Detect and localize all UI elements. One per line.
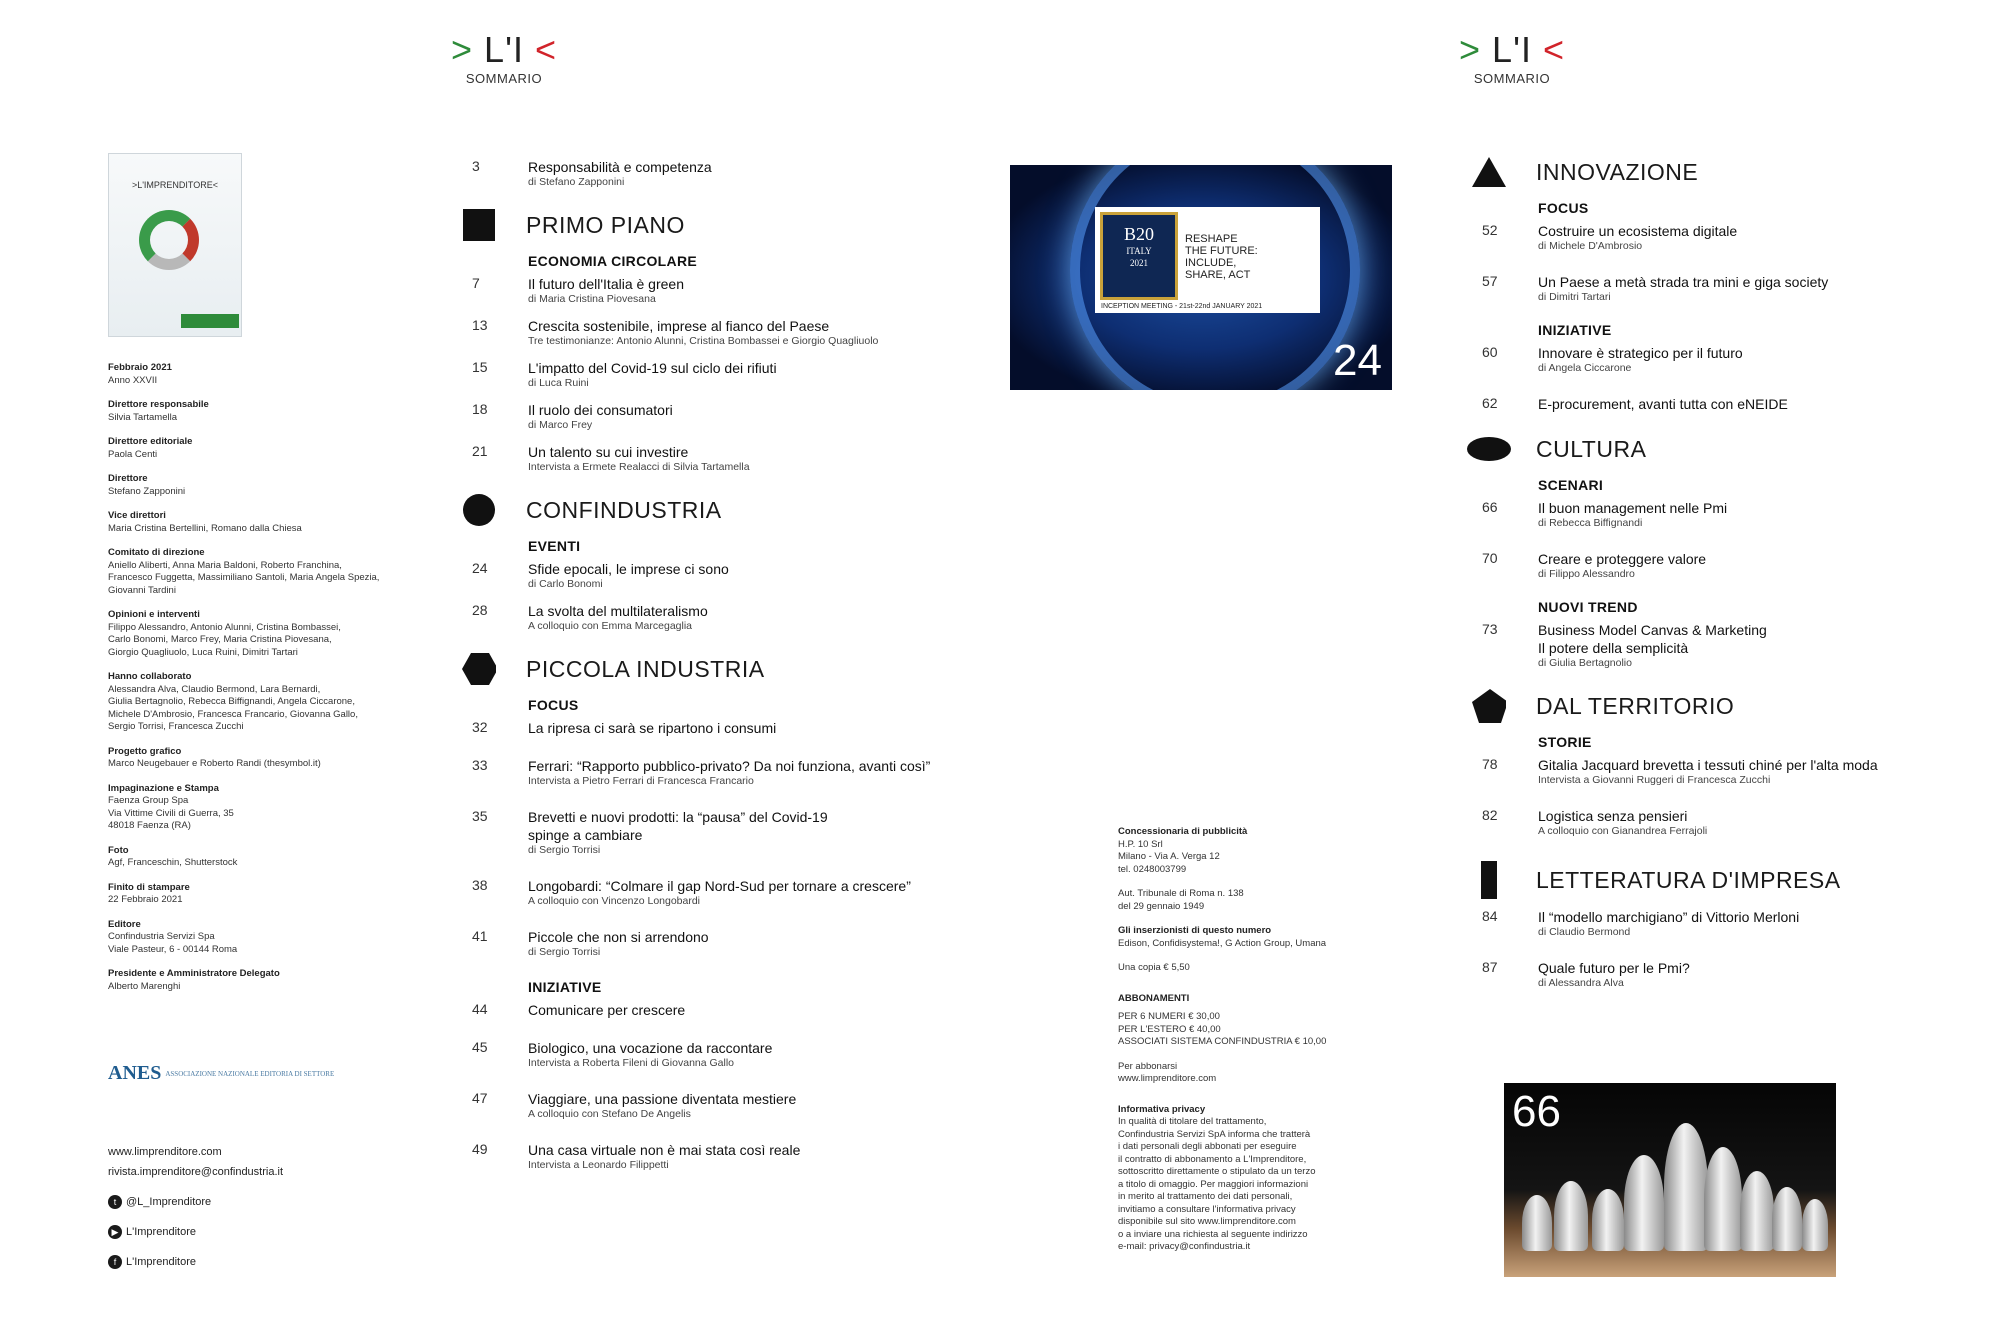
toc-entry[interactable]: [470, 560, 990, 591]
page-number: 13: [472, 317, 488, 333]
subsection-label: ECONOMIA CIRCOLARE: [528, 253, 697, 269]
entry-title: Il futuro dell'Italia è green: [528, 276, 684, 292]
entry-title: La svolta del multilateralismo: [528, 603, 708, 619]
page-number: 57: [1482, 273, 1498, 289]
page-number: 47: [472, 1090, 488, 1106]
chess-piece: [1664, 1123, 1708, 1251]
circle-icon: [462, 493, 496, 527]
section-primo-piano: PRIMO PIANO: [470, 205, 990, 245]
subsection-label: EVENTI: [528, 538, 581, 554]
page-number: 35: [472, 808, 488, 824]
entry-byline: di Filippo Alessandro: [1538, 568, 1635, 580]
entry-title: Una casa virtuale non è mai stata così reale: [528, 1142, 801, 1158]
entry-title: Sfide epocali, le imprese ci sono: [528, 561, 729, 577]
vertical-bar-icon: [1472, 863, 1506, 897]
page-number: 33: [472, 757, 488, 773]
page-number: 21: [472, 443, 488, 459]
page-number: 7: [472, 275, 480, 291]
b20-image: [1010, 165, 1392, 390]
toc-entry[interactable]: [470, 401, 990, 432]
entry-title: Longobardi: “Colmare il gap Nord-Sud per tornare a crescere”: [528, 878, 911, 894]
b20-card: [1095, 207, 1320, 313]
page-number: 82: [1482, 807, 1498, 823]
entry-byline: Intervista a Pietro Ferrari di Francesca Francario: [528, 775, 754, 787]
toc-entry[interactable]: [470, 808, 990, 857]
toc-entry[interactable]: [470, 275, 990, 306]
section-cultura: CULTURA: [1480, 429, 2000, 469]
entry-title: Logistica senza pensieri: [1538, 808, 1688, 824]
section-letteratura-impresa: LETTERATURA D'IMPRESA: [1480, 860, 2000, 900]
toc-entry[interactable]: [470, 602, 990, 633]
entry-title: Brevetti e nuovi prodotti: la “pausa” del Covid-19 spinge a cambiare: [528, 809, 828, 843]
cover-title: >L'IMPRENDITORE<: [131, 180, 219, 190]
facebook-icon: f: [108, 1255, 122, 1269]
toc-entry[interactable]: [1480, 621, 2000, 670]
toc-entry-intro[interactable]: 3 Responsabilità e competenza di Stefano Zapponini: [472, 158, 712, 188]
subsection-label: INIZIATIVE: [528, 979, 602, 995]
magazine-cover-thumbnail: [108, 153, 242, 337]
square-icon: [462, 208, 496, 242]
entry-title: Ferrari: “Rapporto pubblico-privato? Da noi funziona, avanti così”: [528, 758, 931, 774]
subsection-label: INIZIATIVE: [1538, 322, 1612, 338]
colophon-block: Direttore editoriale Paola Centi: [108, 436, 193, 460]
b20-tagline: RESHAPE THE FUTURE: INCLUDE, SHARE, ACT: [1185, 233, 1258, 281]
entry-title: Gitalia Jacquard brevetta i tessuti chiné per l'alta moda: [1538, 757, 1878, 773]
page-number: 15: [472, 359, 488, 375]
chess-piece: [1554, 1181, 1588, 1251]
page-number: 52: [1482, 222, 1498, 238]
entry-title: Costruire un ecosistema digitale: [1538, 223, 1738, 239]
colophon-block: Febbraio 2021 Anno XXVII: [108, 362, 172, 386]
subsection-label: STORIE: [1538, 734, 1592, 750]
contacts: [108, 1142, 283, 1272]
colophon-block: Hanno collaborato Alessandra Alva, Claudio Bermond, Lara Bernardi, Giulia Bertagnolio, Rebecca Biffignandi, Angela Ciccarone, Michele D'Ambrosio, Francesca Francario, Giovanna Gallo, Sergio Torrisi, Francesca Zucchi: [108, 671, 358, 732]
colophon-block: Editore Confindustria Servizi Spa Viale Pasteur, 6 - 00144 Roma: [108, 918, 238, 955]
email-link[interactable]: rivista.imprenditore@confindustria.it: [108, 1166, 284, 1178]
toc-entry[interactable]: [1480, 756, 2000, 787]
subsection-label: SCENARI: [1538, 477, 1604, 493]
toc-entry[interactable]: [1480, 807, 2000, 838]
entry-byline: Intervista a Ermete Realacci di Silvia Tartamella: [528, 461, 750, 473]
toc-entry[interactable]: [470, 928, 990, 959]
entry-byline: Intervista a Roberta Fileni di Giovanna Gallo: [528, 1057, 735, 1069]
chess-piece: [1772, 1187, 1802, 1251]
colophon-block: Comitato di direzione Aniello Aliberti, Anna Maria Baldoni, Roberto Franchina, Francesco Fuggetta, Massimiliano Santoli, Maria Angela Spezia, Giovanni Tardini: [108, 547, 380, 596]
colophon-block: Impaginazione e Stampa Faenza Group Spa Via Vittime Civili di Guerra, 35 48018 Faenza (RA): [108, 782, 234, 831]
colophon-block: Vice direttori Maria Cristina Bertellini, Romano dalla Chiesa: [108, 510, 302, 534]
colophon-block: Direttore Stefano Zapponini: [108, 473, 186, 497]
logo-mark: > L'I <: [451, 29, 557, 70]
colophon-block: Opinioni e interventi Filippo Alessandro, Antonio Alunni, Cristina Bombassei, Carlo Bonomi, Marco Frey, Maria Cristina Piovesana, Giorgio Quagliuolo, Luca Ruini, Dimitri Tartari: [108, 609, 341, 658]
entry-title: Un talento su cui investire: [528, 444, 689, 460]
page-number: 78: [1482, 756, 1498, 772]
page-number: 73: [1482, 621, 1498, 637]
entry-title: Innovare è strategico per il futuro: [1538, 345, 1743, 361]
logo-subtitle: SOMMARIO: [465, 71, 543, 86]
entry-title: E-procurement, avanti tutta con eNEIDE: [1538, 396, 1788, 412]
entry-title: Biologico, una vocazione da raccontare: [528, 1040, 773, 1056]
chess-piece: [1522, 1195, 1552, 1251]
chess-piece: [1740, 1171, 1774, 1251]
toc-entry[interactable]: [470, 757, 990, 788]
entry-title: Viaggiare, una passione diventata mestiere: [528, 1091, 797, 1107]
entry-byline: Intervista a Giovanni Ruggeri di Francesca Zucchi: [1538, 774, 1771, 786]
entry-byline: di Alessandra Alva: [1538, 977, 1624, 989]
entry-title: Il buon management nelle Pmi: [1538, 500, 1728, 516]
entry-byline: A colloquio con Emma Marcegaglia: [528, 620, 693, 632]
entry-byline: A colloquio con Gianandrea Ferrajoli: [1538, 825, 1708, 837]
page-number: 18: [472, 401, 488, 417]
section-innovazione: INNOVAZIONE: [1480, 152, 2000, 192]
chess-piece: [1624, 1155, 1664, 1251]
entry-title: L'impatto del Covid-19 sul ciclo dei rifiuti: [528, 360, 777, 376]
entry-title: Il ruolo dei consumatori: [528, 402, 673, 418]
colophon: [108, 362, 418, 1005]
toc-left: [470, 158, 990, 1183]
entry-title: Crescita sostenibile, imprese al fianco del Paese: [528, 318, 830, 334]
page-number: 84: [1482, 908, 1498, 924]
colophon-block: Direttore responsabile Silvia Tartamella: [108, 399, 209, 423]
toc-entry[interactable]: [470, 719, 990, 737]
chess-image: [1504, 1083, 1836, 1277]
page-number: 87: [1482, 959, 1498, 975]
page-number: 62: [1482, 395, 1498, 411]
entry-byline: A colloquio con Stefano De Angelis: [528, 1108, 691, 1120]
ellipse-icon: [1466, 432, 1512, 466]
toc-entry[interactable]: [470, 1001, 990, 1019]
page-number: 41: [472, 928, 488, 944]
toc-entry[interactable]: [470, 1141, 990, 1172]
entry-byline: di Maria Cristina Piovesana: [528, 293, 656, 305]
entry-title: Un Paese a metà strada tra mini e giga society: [1538, 274, 1829, 290]
toc-entry[interactable]: [470, 359, 990, 390]
toc-entry[interactable]: [1480, 908, 2000, 939]
toc-entry[interactable]: [1480, 273, 2000, 304]
entry-title: La ripresa ci sarà se ripartono i consumi: [528, 720, 777, 736]
toc-entry[interactable]: [470, 1090, 990, 1121]
chess-piece: [1704, 1147, 1742, 1251]
entry-byline: di Carlo Bonomi: [528, 578, 603, 590]
toc-entry[interactable]: [470, 1039, 990, 1070]
social-facebook[interactable]: f L'Imprenditore: [108, 1252, 283, 1272]
entry-byline: di Sergio Torrisi: [528, 946, 601, 958]
image-page-number: 66: [1512, 1087, 1561, 1136]
entry-byline: Intervista a Leonardo Filippetti: [528, 1159, 669, 1171]
recycle-ring-icon: [139, 210, 199, 270]
entry-title: Business Model Canvas & Marketing Il potere della semplicità: [1538, 622, 1767, 656]
entry-title: Quale futuro per le Pmi?: [1538, 960, 1690, 976]
page-number: 70: [1482, 550, 1498, 566]
logo-mark: > L'I <: [1459, 29, 1565, 70]
page-number: 44: [472, 1001, 488, 1017]
section-piccola-industria: PICCOLA INDUSTRIA: [470, 649, 990, 689]
colophon-block: Presidente e Amministratore Delegato Alberto Marenghi: [108, 968, 280, 992]
entry-byline: di Claudio Bermond: [1538, 926, 1631, 938]
toc-entry[interactable]: [1480, 959, 2000, 990]
page-number: 32: [472, 719, 488, 735]
website-link[interactable]: www.limprenditore.com: [108, 1146, 222, 1158]
b20-inception: INCEPTION MEETING - 21st-22nd JANUARY 2021: [1101, 303, 1263, 310]
publishing-info: Concessionaria di pubblicità H.P. 10 Srl Milano - Via A. Verga 12 tel. 0248003799 Aut. Tribunale di Roma n. 138 del 29 gennaio 1949 Gli inserzionisti di questo numero Edison, Confidisystema!, G Action Group, Umana Una copia € 5,50 ABBONAMENTI PER 6 NUMERI € 30,00 PER L'ESTERO € 40,00 ASSOCIATI SISTEMA CONFINDUSTRIA € 10,00 Per abbonarsi www.limprenditore.com Informativa privacy In qualità di titolare del trattamento, Confindustria Servizi SpA informa che tratterà i dati personali degli abbonati per eseguire il contratto di abbonamento a L'Imprenditore, sottoscritto direttamente o stipulato da un terzo a titolo di omaggio. Per maggiori informazioni in merito al trattamento dei dati personali, invitiamo a consultare l'informativa privacy disponibile sul sito www.limprenditore.com o a inviare una richiesta al seguente indirizzo e-mail: privacy@confindustria.it: [1118, 826, 1327, 1252]
entry-byline: di Luca Ruini: [528, 377, 589, 389]
triangle-icon: [1472, 155, 1506, 189]
twitter-icon: t: [108, 1195, 122, 1209]
section-dal-territorio: DAL TERRITORIO: [1480, 686, 2000, 726]
page-number: 60: [1482, 344, 1498, 360]
subsection-label: FOCUS: [1538, 200, 1589, 216]
b20-seal: B20 ITALY 2021: [1100, 212, 1178, 300]
page-number: 38: [472, 877, 488, 893]
page-number: 49: [472, 1141, 488, 1157]
entry-title: Creare e proteggere valore: [1538, 551, 1707, 567]
social-youtube[interactable]: ▶ L'Imprenditore: [108, 1222, 283, 1242]
toc-entry[interactable]: [470, 877, 990, 908]
page-number: 28: [472, 602, 488, 618]
cover-green-band: [181, 314, 239, 328]
image-page-number: 24: [1333, 336, 1382, 385]
entry-byline: di Sergio Torrisi: [528, 844, 601, 856]
entry-byline: di Marco Frey: [528, 419, 593, 431]
page-number: 24: [472, 560, 488, 576]
section-confindustria: CONFINDUSTRIA: [470, 490, 990, 530]
subsection-label: NUOVI TREND: [1538, 599, 1638, 615]
youtube-icon: ▶: [108, 1225, 122, 1239]
magazine-logo-left: [444, 30, 564, 86]
toc-entry[interactable]: [470, 317, 990, 348]
page-number: 45: [472, 1039, 488, 1055]
anes-logo: ANES ASSOCIAZIONE NAZIONALE EDITORIA DI SETTORE: [108, 1062, 335, 1084]
social-twitter[interactable]: t @L_Imprenditore: [108, 1192, 283, 1212]
page-number: 66: [1482, 499, 1498, 515]
toc-entry[interactable]: [1480, 344, 2000, 375]
subsection-label: FOCUS: [528, 697, 579, 713]
toc-entry[interactable]: [1480, 550, 2000, 581]
toc-entry[interactable]: [1480, 395, 2000, 413]
entry-title: Comunicare per crescere: [528, 1002, 686, 1018]
entry-title: Il “modello marchigiano” di Vittorio Merloni: [1538, 909, 1800, 925]
hexagon-icon: [462, 652, 496, 686]
entry-byline: di Rebecca Biffignandi: [1538, 517, 1643, 529]
logo-subtitle: SOMMARIO: [1473, 71, 1551, 86]
toc-right: [1480, 152, 2000, 1001]
pentagon-icon: [1472, 689, 1506, 723]
entry-byline: A colloquio con Vincenzo Longobardi: [528, 895, 701, 907]
colophon-block: Foto Agf, Franceschin, Shutterstock: [108, 844, 238, 868]
chess-piece: [1802, 1199, 1828, 1251]
toc-entry[interactable]: [470, 443, 990, 474]
entry-byline: di Dimitri Tartari: [1538, 291, 1611, 303]
entry-byline: di Michele D'Ambrosio: [1538, 240, 1643, 252]
magazine-logo-right: [1452, 30, 1572, 86]
entry-title: Piccole che non si arrendono: [528, 929, 709, 945]
colophon-block: Finito di stampare 22 Febbraio 2021: [108, 881, 190, 905]
colophon-block: Progetto grafico Marco Neugebauer e Roberto Randi (thesymbol.it): [108, 745, 321, 769]
entry-byline: di Giulia Bertagnolio: [1538, 657, 1632, 669]
chess-piece: [1592, 1189, 1624, 1251]
toc-entry[interactable]: [1480, 499, 2000, 530]
entry-byline: Tre testimonianze: Antonio Alunni, Cristina Bombassei e Giorgio Quagliuolo: [528, 335, 879, 347]
entry-byline: di Angela Ciccarone: [1538, 362, 1632, 374]
toc-entry[interactable]: [1480, 222, 2000, 253]
